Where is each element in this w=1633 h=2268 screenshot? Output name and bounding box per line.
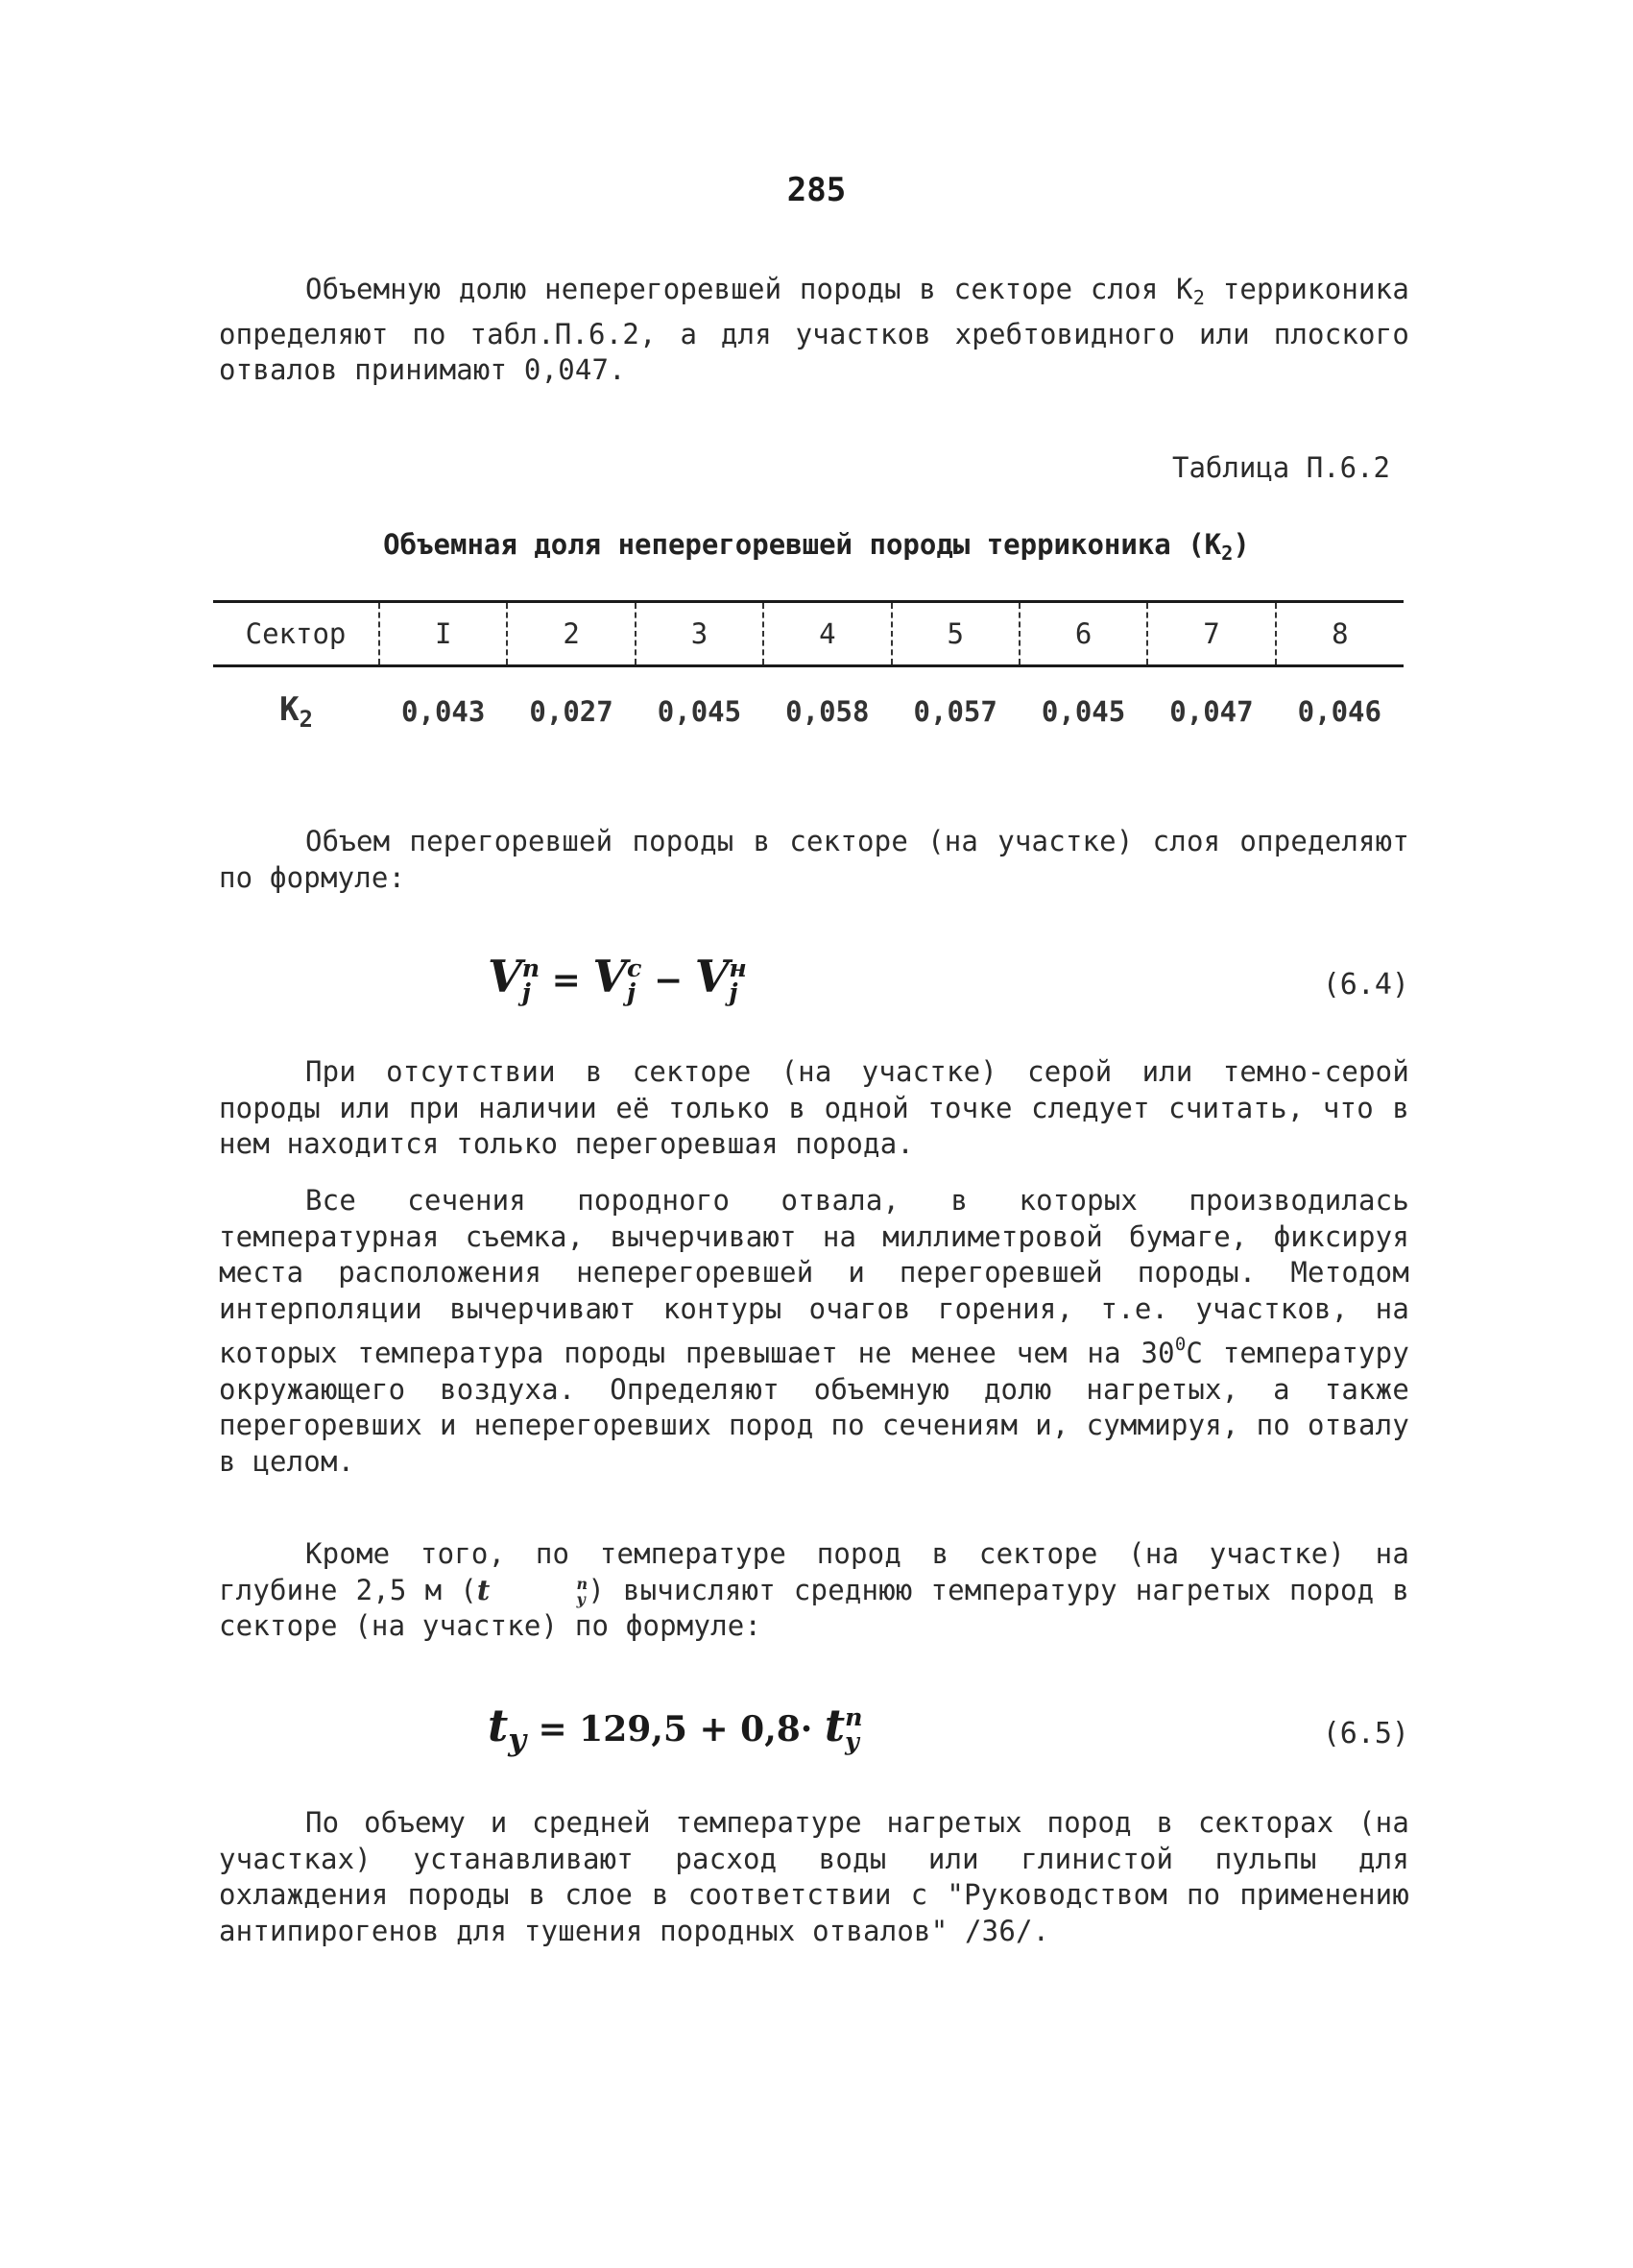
header-column: 3: [636, 602, 763, 666]
header-column: 5: [892, 602, 1020, 666]
table-header-row: [213, 602, 1404, 666]
table-cell: 0,045: [1041, 695, 1126, 728]
table-cell: 0,045: [657, 695, 742, 728]
header-column: I: [379, 602, 507, 666]
formula-6-4-expression: V п j = V с j − V н j: [488, 951, 747, 1006]
row-label: $К_2$: [279, 689, 313, 734]
table-cell: 0,047: [1169, 695, 1254, 728]
paragraph-temperature: Кроме того, по температуре пород в секторе (на участке) на глубине 2,5 м (t п y ) вычисляют среднюю температуру нагретых пород в секторе (на участке) по формуле:: [219, 1537, 1409, 1642]
formula-6-5-expression: $t_y = 129,5 + 0,8\cdot t$ п y: [488, 1700, 863, 1758]
table-cell: 0,046: [1297, 695, 1381, 728]
header-column: 8: [1276, 602, 1404, 666]
formula-6-4: [219, 951, 1409, 1027]
paragraph-absence: При отсутствии в секторе (на участке) серой или темно-серой породы или при наличии её только в одной точке следует считать, что в нем находится только перегоревшая порода.: [219, 1055, 1409, 1160]
table-title: Объемная доля неперегоревшей породы терриконика $(К_2)$: [383, 528, 1250, 566]
formula-6-5: [219, 1700, 1409, 1776]
table-row: [213, 666, 1404, 757]
header-sector: Сектор: [213, 602, 379, 666]
table-cell: 0,058: [785, 695, 870, 728]
header-column: 4: [763, 602, 891, 666]
paragraph-burnt-volume: Объем перегоревшей породы в секторе (на участке) слоя определяют по формуле:: [219, 825, 1409, 894]
table-label: Таблица П.6.2: [1172, 451, 1390, 484]
equation-number: (6.5): [1322, 1717, 1409, 1750]
table-cell: 0,043: [401, 695, 486, 728]
header-column: 2: [507, 602, 635, 666]
table-cell: 0,027: [529, 695, 613, 728]
paragraph-volume-fraction: Объемную долю неперегоревшей породы в секторе слоя $К_2$ терриконика определяют по табл.П.6.2, а для участков хребтовидного или плоского отвалов принимают 0,047.: [219, 273, 1409, 387]
header-column: 7: [1147, 602, 1275, 666]
page-number: 285: [786, 171, 847, 209]
header-column: 6: [1020, 602, 1147, 666]
paragraph-sections: Все сечения породного отвала, в которых производилась температурная съемка, вычерчивают на миллиметровой бумаге, фиксируя места расположения неперегоревшей и перегоревшей породы. Методом интерполяции вычерчивают контуры очагов горения, т.е. участков, на которых температура породы превышает не менее чем на $30^0С$ температуру окружающего воздуха. Определяют объемную долю нагретых, а также перегоревших и неперегоревших пород по сечениям и, суммируя, по отвалу в целом.: [219, 1184, 1409, 1478]
table-cell: 0,057: [913, 695, 997, 728]
equation-number: (6.4): [1322, 968, 1409, 1001]
paragraph-cooling: По объему и средней температуре нагретых пород в секторах (на участках) устанавливают расход воды или глинистой пульпы для охлаждения породы в слое в соответствии с "Руководством по применению антипирогенов для тушения породных отвалов" /36/.: [219, 1806, 1409, 1947]
sector-table: [213, 600, 1404, 756]
